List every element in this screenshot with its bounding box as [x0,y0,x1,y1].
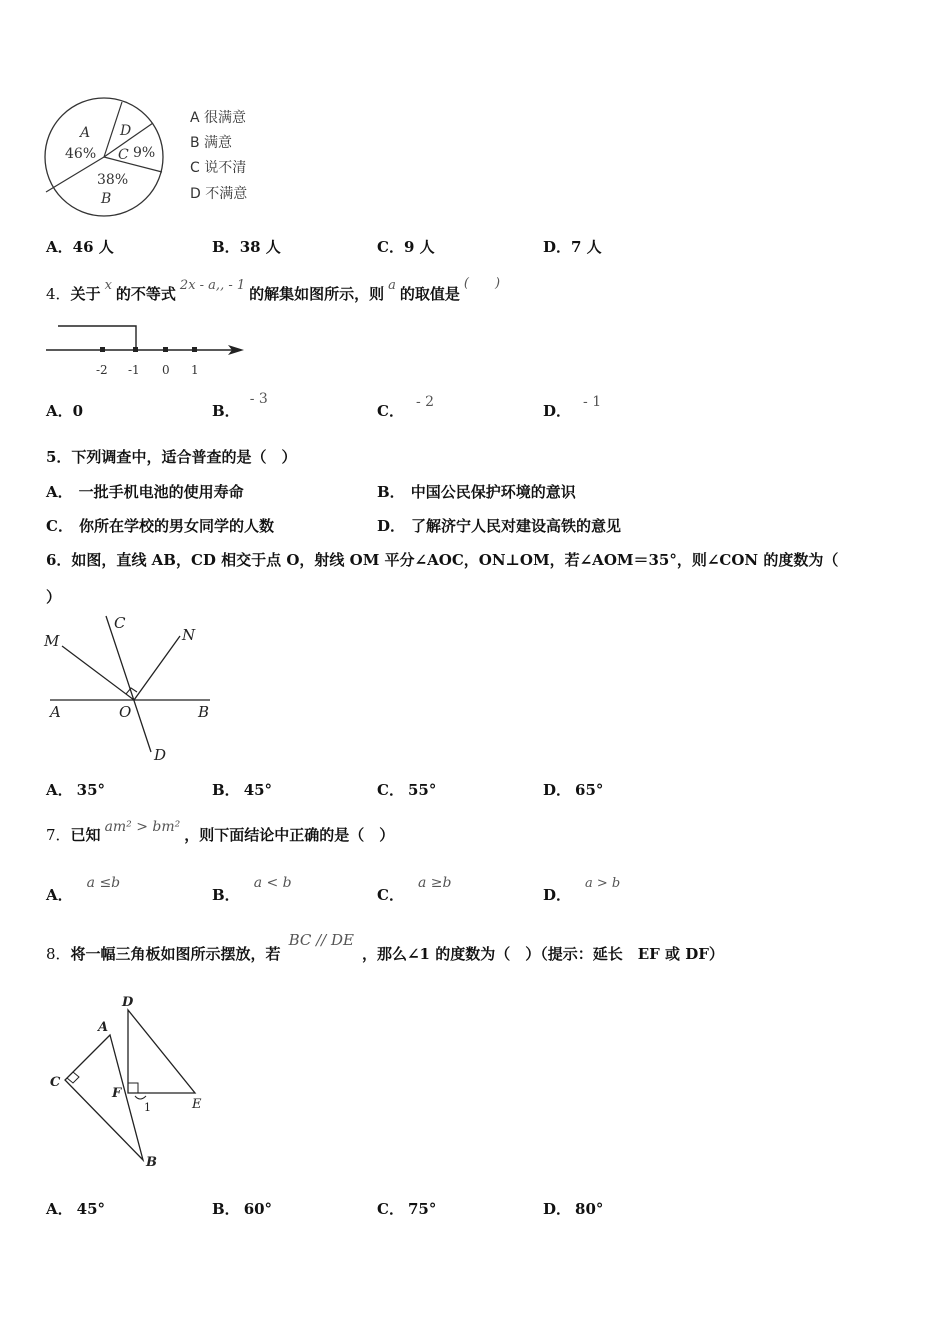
label-b: B [146,1155,157,1170]
pie-label-c: C [118,147,129,163]
right-angle-mark-f [128,1083,138,1093]
ray-on [134,636,180,700]
tick-mark [192,347,197,352]
q6-stem-line1: 6．如图，直线 AB，CD 相交于点 O，射线 OM 平分∠AOC，ON⊥OM，若∠AOM＝35°，则∠CON 的度数为（ [46,551,839,569]
q3-option-b[interactable]: B．38 人 [212,238,281,256]
q6-option-a[interactable]: A． 35° [46,781,106,799]
q6-option-d[interactable]: D． 65° [543,781,604,799]
q5-option-a[interactable]: A． 一批手机电池的使用寿命 [46,483,244,501]
triangle-abc [65,1035,143,1160]
pie-label-d: D [120,123,132,139]
q7-option-c[interactable]: C．a ≥b [377,875,452,904]
q6-option-b[interactable]: B． 45° [212,781,273,799]
q7-option-b[interactable]: B．a < b [212,875,292,904]
label-a: A [98,1020,109,1035]
q8-option-c[interactable]: C． 75° [377,1200,437,1218]
pie-pct-c: 9% [133,145,156,161]
q4-number-line [44,318,249,383]
q3-option-c[interactable]: C．9 人 [377,238,435,256]
q7-option-a[interactable]: A．a ≤b [46,875,121,904]
q6-stem-line2: ） [46,588,62,606]
label-d: D [122,995,134,1010]
legend-item-c: C 说不清 [190,160,247,176]
label-angle-1: 1 [144,1101,151,1114]
tick-label: 0 [162,363,170,377]
q5-option-d[interactable]: D． 了解济宁人民对建设高铁的意见 [377,517,622,535]
triangle-def [128,1010,195,1093]
q8-stem: 8．将一幅三角板如图所示摆放，若BC // DE，那么∠1 的度数为（ ）（提示：延长 EF 或 DF） [46,931,724,963]
tick-mark [133,347,138,352]
q5-option-b[interactable]: B． 中国公民保护环境的意识 [377,483,576,501]
label-e: E [192,1097,202,1112]
ray-om [62,646,134,700]
tick-label: -2 [96,363,108,377]
q8-option-a[interactable]: A． 45° [46,1200,106,1218]
right-angle-mark-c [67,1072,79,1083]
pie-pct-a: 46% [65,146,97,162]
legend-item-b: B 满意 [190,135,233,151]
q4-option-a[interactable]: A．0 [46,402,84,420]
legend-item-d: D 不满意 [190,186,248,202]
legend-item-a: A 很满意 [190,110,247,126]
q3-option-a[interactable]: A．46 人 [46,238,114,256]
label-o: O [119,703,132,721]
label-f: F [112,1086,122,1101]
tick-mark [163,347,168,352]
q6-angle-figure [40,610,220,770]
q7-option-d[interactable]: D．a > b [543,876,621,904]
q7-stem: 7．已知 am² > bm² ，则下面结论中正确的是（ ） [46,819,395,844]
q8-option-b[interactable]: B． 60° [212,1200,273,1218]
q4-option-b[interactable]: B．- 3 [212,391,268,420]
label-a: A [50,703,61,721]
tick-mark [100,347,105,352]
pie-label-a: A [80,125,91,141]
q4-option-c[interactable]: C． - 2 [377,394,435,420]
label-b: B [198,703,210,721]
label-c: C [50,1075,61,1090]
q4-option-d[interactable]: D． - 1 [543,394,602,420]
label-c: C [114,614,126,632]
pie-pct-b: 38% [97,172,129,188]
q8-option-d[interactable]: D． 80° [543,1200,604,1218]
q5-option-c[interactable]: C． 你所在学校的男女同学的人数 [46,517,274,535]
label-d: D [154,746,167,764]
q3-option-d[interactable]: D．7 人 [543,238,602,256]
tick-label: -1 [128,363,140,377]
q4-stem: 4．关于 x 的不等式 2x - a,, - 1 的解集如图所示，则 a 的取值是( ) [46,276,501,303]
pie-divider-ab [46,157,104,192]
q6-option-c[interactable]: C． 55° [377,781,437,799]
tick-label: 1 [191,363,199,377]
q5-stem: 5．下列调查中，适合普查的是（ ） [46,448,297,466]
angle-1-arc [135,1096,146,1099]
label-m: M [44,632,60,650]
pie-label-b: B [101,191,112,207]
q8-triangle-figure [40,990,220,1175]
solution-bracket [58,326,136,350]
label-n: N [182,626,196,644]
satisfaction-pie-chart [40,95,175,225]
